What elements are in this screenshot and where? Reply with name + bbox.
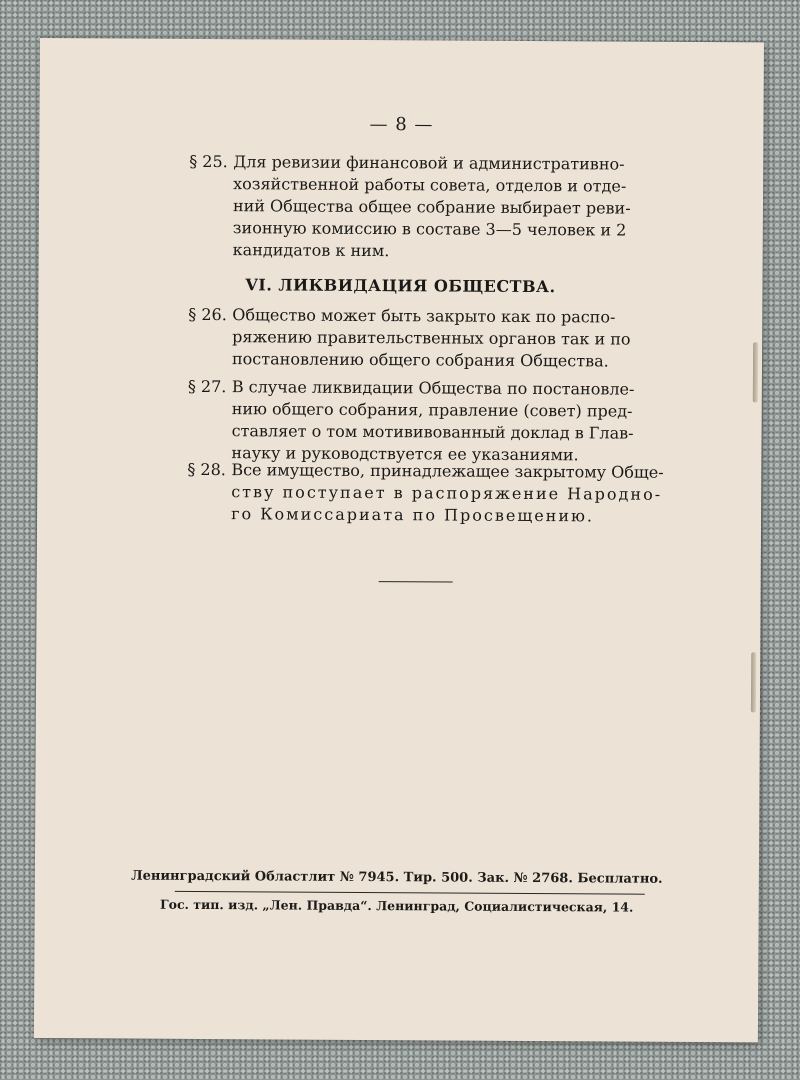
paragraph-line: ству поступает в распоряжение Народно- [231, 482, 663, 504]
divider [379, 581, 453, 582]
paragraph-line: Для ревизии финансовой и административно- [233, 152, 625, 174]
paragraph-line: кандидатов к ним. [232, 240, 390, 261]
paragraph-line: науку и руководствуется ее указаниями. [231, 443, 579, 465]
printer-line: Гос. тип. изд. „Лен. Правда“. Ленинград, Социалистическая, 14. [159, 896, 634, 915]
paragraph-number: § 28. [187, 459, 226, 480]
paragraph-number: § 27. [187, 376, 227, 397]
staple [753, 342, 758, 402]
paragraph-number: § 26. [188, 304, 227, 325]
paragraph-27 [187, 376, 648, 467]
paragraph-28 [187, 459, 664, 528]
paragraph-line: хозяйственной работы совета, отделов и отде- [233, 174, 627, 196]
staple [751, 652, 756, 712]
paragraph-26 [188, 304, 648, 373]
paragraph-25 [189, 151, 650, 264]
document-page [34, 38, 764, 1042]
paragraph-line: го Комиссариата по Просвещению. [231, 504, 595, 526]
paragraph-line: ний Общества общее собрание выбирает реви- [232, 196, 631, 218]
paragraph-line: В случае ликвидации Общества по постановле- [231, 377, 635, 399]
footer-rule [175, 891, 645, 895]
paragraph-line: Все имущество, принадлежащее закрытому Обще- [231, 460, 664, 482]
imprint-line: Ленинградский Областлит № 7945. Тир. 500. Зак. № 2768. Бесплатно. [131, 868, 663, 887]
paragraph-line: ряжению правительственных органов так и по [232, 327, 631, 349]
paragraph-line: ставляет о том мотививованный доклад в Глав- [231, 421, 634, 443]
paragraph-line: постановлению общего собрания Общества. [231, 349, 609, 371]
page-number: — 8 — [369, 114, 434, 136]
section-heading: VI. ЛИКВИДАЦИЯ ОБЩЕСТВА. [245, 275, 556, 297]
paragraph-line: Общество может быть закрыто как по распо- [232, 305, 616, 327]
paragraph-line: нию общего собрания, правление (совет) пред- [231, 399, 633, 421]
paragraph-number: § 25. [189, 151, 228, 172]
paragraph-line: зионную комиссию в составе 3—5 человек и 2 [232, 218, 627, 240]
